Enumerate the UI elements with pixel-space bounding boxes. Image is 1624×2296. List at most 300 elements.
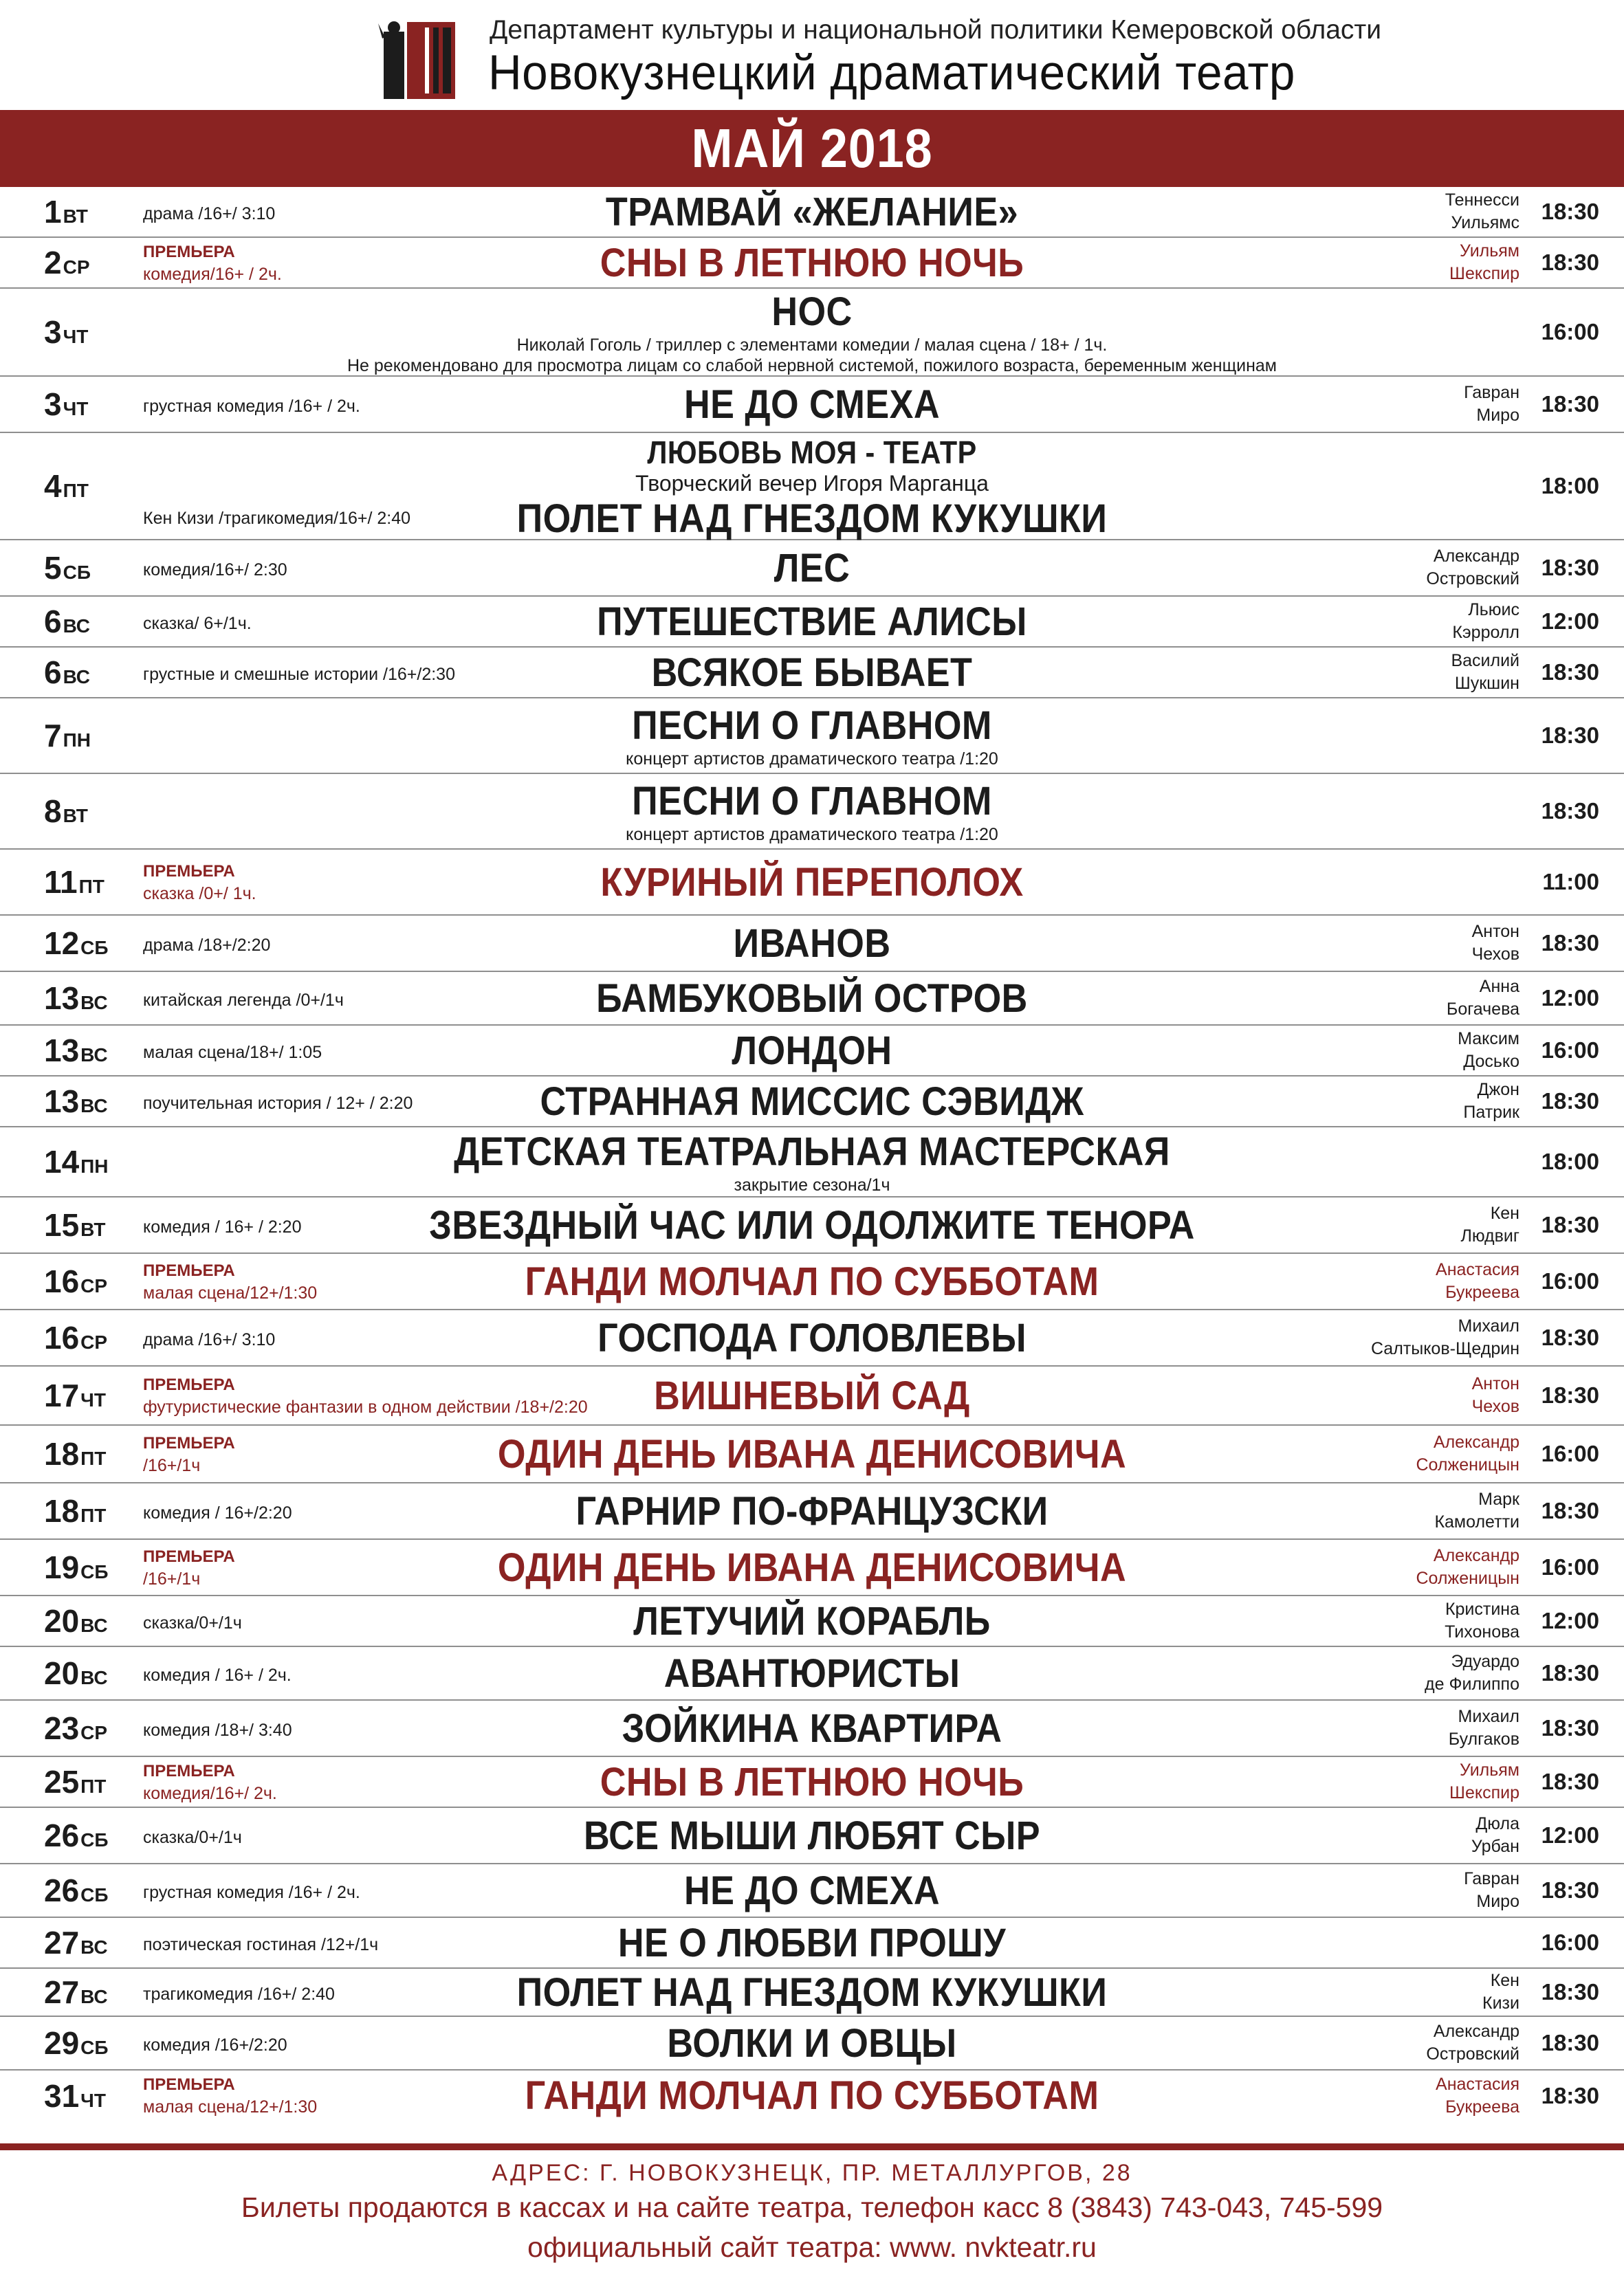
event-time: 18:30 (1541, 1212, 1599, 1237)
day-of-week: ПТ (80, 1448, 107, 1469)
event-genre: драма /18+/2:20 (143, 936, 271, 955)
event-title-block (0, 1129, 1624, 1195)
day-number: 7 (44, 718, 62, 753)
schedule-row (0, 540, 1624, 597)
schedule-row (0, 1969, 1624, 2017)
event-title: ГОСПОДА ГОЛОВЛЕВЫ (597, 1316, 1027, 1360)
author-first-name: Анастасия (1436, 1260, 1519, 1279)
day-of-week: СБ (80, 1561, 109, 1582)
author-first-name: Марк (1478, 1490, 1519, 1509)
day-of-week: ПН (80, 1156, 109, 1177)
event-title: СНЫ В ЛЕТНЮЮ НОЧЬ (600, 1760, 1024, 1804)
event-title-block (0, 1921, 1624, 1966)
day-of-week: ПТ (80, 1776, 107, 1797)
event-title: ПОЛЕТ НАД ГНЕЗДОМ КУКУШКИ (516, 1970, 1108, 2015)
event-title: ЛЕС (773, 546, 851, 590)
event-genre: поэтическая гостиная /12+/1ч (143, 1935, 379, 1954)
author-last-name: Солженицын (1416, 1455, 1519, 1475)
day-number: 2 (44, 245, 62, 280)
author-last-name: Кизи (1482, 1994, 1519, 2013)
event-title: НОС (771, 289, 853, 334)
schedule-row (0, 2071, 1624, 2121)
day-number: 26 (44, 1818, 80, 1853)
premiere-badge: ПРЕМЬЕРА (143, 2075, 235, 2094)
event-genre: сказка/0+/1ч (143, 1828, 242, 1847)
event-note: концерт артистов драматического театра /1:20 (626, 825, 998, 844)
event-title-block (0, 1970, 1624, 2016)
page-header (0, 0, 1624, 110)
author-first-name: Александр (1433, 2022, 1519, 2041)
day-of-week: СБ (80, 937, 109, 958)
event-genre: комедия / 16+ / 2:20 (143, 1217, 302, 1237)
event-time: 18:30 (1541, 250, 1599, 275)
event-title: КУРИНЫЙ ПЕРЕПОЛОХ (600, 860, 1024, 905)
event-title-block (0, 1651, 1624, 1697)
event-author (1472, 1373, 1519, 1418)
event-title-block (0, 289, 1624, 376)
event-time: 18:30 (1541, 199, 1599, 224)
event-genre: драма /16+/ 3:10 (143, 204, 276, 223)
author-last-name: Богачева (1446, 1000, 1519, 1019)
event-time: 18:30 (1541, 798, 1599, 824)
event-title: ПЕСНИ О ГЛАВНОМ (632, 703, 992, 748)
event-author (1464, 1868, 1519, 1913)
event-title-block (0, 1373, 1624, 1419)
event-title-block (0, 1079, 1624, 1125)
day-of-week: СБ (80, 1884, 109, 1906)
author-first-name: Уильям (1459, 1760, 1519, 1780)
schedule-row (0, 774, 1624, 850)
event-author (1371, 1315, 1519, 1360)
event-author (1426, 2020, 1519, 2066)
event-genre: малая сцена/12+/1:30 (143, 1283, 318, 1303)
event-title: ВОЛКИ И ОВЦЫ (667, 2021, 957, 2066)
event-title-block (0, 190, 1624, 235)
event-time: 16:00 (1541, 1441, 1599, 1466)
author-last-name: де Филиппо (1425, 1675, 1519, 1694)
event-author (1445, 1598, 1519, 1644)
event-title: ТРАМВАЙ «ЖЕЛАНИЕ» (605, 190, 1019, 234)
event-time: 18:00 (1541, 1149, 1599, 1174)
day-of-week: ПТ (63, 480, 89, 501)
event-title: ГАНДИ МОЛЧАЛ ПО СУББОТАМ (525, 2073, 1099, 2118)
event-note: Не рекомендовано для просмотра лицам со слабой нервной системой, пожилого возраста, беременным женщинам (347, 356, 1277, 375)
day-of-week: ВС (80, 1095, 108, 1116)
schedule-row (0, 1367, 1624, 1426)
premiere-badge: ПРЕМЬЕРА (143, 1434, 235, 1453)
author-first-name: Михаил (1458, 1316, 1519, 1336)
day-number: 29 (44, 2025, 80, 2061)
event-title-block (0, 2021, 1624, 2066)
event-title: ОДИН ДЕНЬ ИВАНА ДЕНИСОВИЧА (497, 1545, 1127, 1590)
event-note: Николай Гоголь / триллер с элементами комедии / малая сцена / 18+ / 1ч. (516, 335, 1108, 355)
theatre-name: Новокузнецкий драматический театр (488, 46, 1295, 100)
schedule-row (0, 433, 1624, 540)
event-title-block (0, 1813, 1624, 1859)
schedule-row (0, 1918, 1624, 1969)
author-first-name: Антон (1471, 922, 1519, 941)
event-genre: сказка/0+/1ч (143, 1613, 242, 1633)
schedule-row (0, 1483, 1624, 1540)
event-author (1471, 1813, 1519, 1858)
ticket-info: Билеты продаются в кассах и на сайте театра, телефон касс 8 (3843) 743-043, 745-599 (241, 2192, 1383, 2223)
day-number: 5 (44, 550, 62, 586)
event-time: 16:00 (1541, 319, 1599, 344)
event-author (1416, 1545, 1520, 1590)
author-last-name: Букреева (1445, 2097, 1519, 2117)
day-number: 20 (44, 1655, 80, 1691)
event-time: 18:30 (1541, 1498, 1599, 1523)
premiere-badge: ПРЕМЬЕРА (143, 1261, 235, 1280)
event-time: 18:30 (1541, 1715, 1599, 1741)
author-first-name: Василий (1451, 651, 1519, 670)
event-title: БАМБУКОВЫЙ ОСТРОВ (596, 976, 1028, 1021)
schedule-row (0, 377, 1624, 433)
event-title: СТРАННАЯ МИССИС СЭВИДЖ (540, 1079, 1084, 1124)
author-first-name: Александр (1433, 547, 1519, 566)
day-number: 17 (44, 1378, 80, 1413)
schedule-row (0, 1310, 1624, 1367)
event-author (1445, 189, 1519, 234)
schedule-row (0, 2017, 1624, 2071)
event-title-secondary: ЛЮБОВЬ МОЯ - ТЕАТР (647, 434, 977, 470)
premiere-badge: ПРЕМЬЕРА (143, 862, 235, 881)
day-of-week: СБ (80, 2037, 109, 2058)
event-time: 18:30 (1541, 1088, 1599, 1114)
day-number: 26 (44, 1873, 80, 1908)
event-title: ЛЕТУЧИЙ КОРАБЛЬ (633, 1599, 991, 1644)
author-last-name: Шукшин (1454, 674, 1519, 693)
event-time: 18:30 (1541, 1660, 1599, 1686)
event-genre: комедия/16+/ 2ч. (143, 1784, 277, 1803)
author-last-name: Кэрролл (1452, 623, 1519, 642)
day-number: 23 (44, 1710, 80, 1746)
day-of-week: ВС (80, 1044, 108, 1066)
event-title: ВСЯКОЕ БЫВАЕТ (651, 650, 973, 695)
schedule-row (0, 916, 1624, 972)
event-title: ГАРНИР ПО-ФРАНЦУЗСКИ (575, 1489, 1049, 1534)
event-title: ВИШНЕВЫЙ САД (654, 1373, 970, 1418)
author-last-name: Солженицын (1416, 1569, 1519, 1588)
day-of-week: ВС (80, 1936, 108, 1958)
event-title-block (0, 599, 1624, 645)
event-note: закрытие сезона/1ч (734, 1175, 890, 1195)
event-genre: китайская легенда /0+/1ч (143, 991, 344, 1010)
event-title: СНЫ В ЛЕТНЮЮ НОЧЬ (600, 241, 1024, 285)
event-title: АВАНТЮРИСТЫ (663, 1651, 961, 1696)
event-title-block (0, 703, 1624, 769)
event-title: ОДИН ДЕНЬ ИВАНА ДЕНИСОВИЧА (497, 1432, 1127, 1477)
event-title: ПОЛЕТ НАД ГНЕЗДОМ КУКУШКИ (516, 496, 1108, 541)
premiere-badge: ПРЕМЬЕРА (143, 1547, 235, 1566)
event-title-block (0, 1259, 1624, 1305)
event-title-block (0, 1432, 1624, 1477)
author-last-name: Миро (1476, 406, 1519, 425)
day-number: 31 (44, 2078, 80, 2114)
event-note: концерт артистов драматического театра /1:20 (626, 749, 998, 769)
day-of-week: ПТ (78, 876, 105, 897)
author-last-name: Досько (1463, 1052, 1519, 1071)
event-time: 11:00 (1542, 869, 1599, 894)
event-title-block (0, 1599, 1624, 1644)
day-of-week: ВС (80, 1615, 108, 1636)
author-first-name: Гавран (1464, 1869, 1519, 1888)
event-author (1434, 1488, 1519, 1534)
schedule-row (0, 1540, 1624, 1596)
event-author (1460, 1202, 1519, 1248)
author-first-name: Александр (1433, 1546, 1519, 1565)
event-title-block (0, 921, 1624, 967)
event-time: 12:00 (1541, 1608, 1599, 1633)
event-author (1482, 1969, 1519, 2015)
author-last-name: Островский (1426, 2044, 1519, 2064)
schedule-row (0, 1647, 1624, 1701)
event-title: НЕ О ЛЮБВИ ПРОШУ (617, 1921, 1007, 1965)
event-title-block (0, 1028, 1624, 1074)
event-time: 18:30 (1541, 930, 1599, 956)
schedule-row (0, 1254, 1624, 1310)
day-number: 13 (44, 1033, 80, 1068)
author-first-name: Эдуардо (1451, 1652, 1519, 1671)
day-of-week: ПТ (80, 1505, 107, 1526)
event-author (1451, 650, 1519, 695)
schedule-row (0, 187, 1624, 238)
schedule-row (0, 1197, 1624, 1254)
author-first-name: Антон (1471, 1374, 1519, 1393)
day-of-week: ВС (63, 666, 90, 687)
day-of-week: ЧТ (80, 2090, 106, 2111)
event-genre: малая сцена/18+/ 1:05 (143, 1043, 322, 1062)
event-genre: грустная комедия /16+ / 2ч. (143, 1883, 360, 1902)
premiere-badge: ПРЕМЬЕРА (143, 1762, 235, 1780)
day-of-week: ЧТ (63, 326, 89, 347)
event-title: ПЕСНИ О ГЛАВНОМ (632, 779, 992, 824)
event-subtitle: Творческий вечер Игоря Марганца (635, 471, 989, 496)
author-last-name: Камолетти (1434, 1512, 1519, 1532)
event-author (1463, 1079, 1519, 1124)
author-last-name: Шекспир (1449, 264, 1519, 283)
schedule-row (0, 1127, 1624, 1197)
event-title: ЛОНДОН (732, 1028, 892, 1073)
event-time: 16:00 (1541, 1037, 1599, 1063)
event-genre: сказка /0+/ 1ч. (143, 884, 256, 903)
schedule-row (0, 1808, 1624, 1864)
event-time: 12:00 (1541, 985, 1599, 1011)
day-number: 15 (44, 1207, 80, 1243)
day-number: 3 (44, 386, 62, 422)
event-genre: малая сцена/12+/1:30 (143, 2097, 318, 2117)
day-of-week: СР (80, 1722, 108, 1743)
event-time: 16:00 (1541, 1930, 1599, 1955)
event-title-block (0, 382, 1624, 428)
day-number: 13 (44, 1083, 80, 1119)
event-author (1458, 1028, 1519, 1073)
author-first-name: Кен (1490, 1971, 1519, 1990)
schedule-row (0, 850, 1624, 916)
day-number: 20 (44, 1603, 80, 1639)
day-of-week: ПН (63, 729, 91, 751)
day-of-week: ВС (63, 615, 90, 637)
day-number: 1 (44, 194, 62, 230)
event-time: 18:30 (1541, 555, 1599, 580)
event-genre: комедия / 16+ / 2ч. (143, 1666, 292, 1685)
day-of-week: СБ (80, 1829, 109, 1851)
day-number: 19 (44, 1549, 80, 1585)
author-last-name: Булгаков (1448, 1730, 1519, 1749)
event-time: 18:30 (1541, 722, 1599, 748)
schedule-row (0, 1701, 1624, 1757)
schedule-row (0, 238, 1624, 289)
author-last-name: Уильямс (1451, 213, 1519, 232)
event-author (1416, 1431, 1520, 1477)
day-of-week: ЧТ (80, 1389, 106, 1411)
author-last-name: Салтыков-Щедрин (1370, 1339, 1519, 1358)
event-title: ИВАНОВ (733, 921, 891, 966)
day-of-week: ВТ (80, 1219, 106, 1240)
event-genre: комедия / 16+/2:20 (143, 1503, 292, 1523)
event-title-block (0, 1203, 1624, 1248)
event-title: ГАНДИ МОЛЧАЛ ПО СУББОТАМ (525, 1259, 1099, 1304)
event-title-block (0, 650, 1624, 696)
event-genre: комедия /16+/2:20 (143, 2035, 287, 2055)
event-author (1447, 975, 1519, 1021)
author-first-name: Дюла (1475, 1814, 1519, 1833)
event-author (1436, 2073, 1519, 2119)
day-number: 13 (44, 980, 80, 1016)
premiere-badge: ПРЕМЬЕРА (143, 243, 235, 261)
author-last-name: Чехов (1471, 945, 1519, 964)
month-title: МАЙ 2018 (691, 118, 933, 179)
event-author (1452, 599, 1519, 644)
event-title-block (0, 1489, 1624, 1534)
event-genre: Кен Кизи /трагикомедия/16+/ 2:40 (143, 509, 411, 528)
day-of-week: СБ (63, 562, 91, 583)
event-title: ПУТЕШЕСТВИЕ АЛИСЫ (597, 599, 1027, 644)
schedule-row (0, 1864, 1624, 1918)
author-last-name: Урбан (1471, 1837, 1519, 1856)
day-number: 18 (44, 1493, 80, 1529)
author-first-name: Джон (1477, 1080, 1519, 1099)
event-title-block (0, 2073, 1624, 2119)
author-first-name: Кен (1490, 1204, 1519, 1223)
day-number: 27 (44, 1925, 80, 1961)
author-first-name: Уильям (1459, 241, 1519, 261)
schedule-row (0, 972, 1624, 1026)
department-name: Департамент культуры и национальной политики Кемеровской области (490, 15, 1382, 45)
schedule-row (0, 289, 1624, 377)
event-time: 18:30 (1541, 391, 1599, 417)
event-author (1449, 1759, 1519, 1804)
event-title-block (0, 241, 1624, 286)
author-last-name: Людвиг (1460, 1226, 1519, 1246)
event-genre: грустные и смешные истории /16+/2:30 (143, 665, 455, 684)
event-genre: сказка/ 6+/1ч. (143, 614, 252, 633)
footer-divider (0, 2143, 1624, 2150)
author-first-name: Кристина (1445, 1600, 1519, 1619)
day-number: 6 (44, 604, 62, 639)
day-number: 8 (44, 793, 62, 829)
event-title-block (0, 434, 1624, 542)
author-last-name: Букреева (1445, 1283, 1519, 1302)
event-genre: /16+/1ч (143, 1569, 201, 1589)
author-first-name: Теннесси (1445, 190, 1519, 210)
event-genre: драма /16+/ 3:10 (143, 1330, 276, 1349)
event-genre: трагикомедия /16+/ 2:40 (143, 1985, 335, 2004)
day-of-week: СР (80, 1275, 108, 1296)
event-time: 16:00 (1541, 1268, 1599, 1294)
event-time: 18:30 (1541, 1769, 1599, 1794)
author-first-name: Льюис (1468, 600, 1519, 619)
day-number: 16 (44, 1320, 80, 1356)
month-banner (0, 110, 1624, 187)
author-last-name: Чехов (1471, 1397, 1519, 1416)
event-author (1464, 382, 1519, 427)
event-title: ДЕТСКАЯ ТЕАТРАЛЬНАЯ МАСТЕРСКАЯ (454, 1129, 1170, 1174)
event-time: 18:00 (1541, 473, 1599, 498)
event-time: 18:30 (1541, 1877, 1599, 1903)
event-time: 12:00 (1541, 608, 1599, 634)
author-first-name: Михаил (1458, 1707, 1519, 1726)
schedule-row (0, 1596, 1624, 1647)
author-last-name: Тихонова (1445, 1622, 1519, 1642)
day-of-week: ВС (80, 992, 108, 1013)
event-genre: /16+/1ч (143, 1456, 201, 1475)
schedule-row (0, 1077, 1624, 1127)
event-title-block (0, 1545, 1624, 1591)
author-last-name: Островский (1426, 569, 1519, 588)
event-time: 18:30 (1541, 659, 1599, 685)
day-number: 27 (44, 1974, 80, 2010)
event-genre: комедия/16+/ 2:30 (143, 560, 287, 579)
schedule-table (0, 187, 1624, 2144)
day-of-week: СР (63, 256, 90, 278)
author-last-name: Патрик (1463, 1103, 1519, 1122)
theatre-address: АДРЕС: Г. НОВОКУЗНЕЦК, ПР. МЕТАЛЛУРГОВ, 28 (492, 2160, 1132, 2186)
theatre-logo-icon (377, 18, 459, 100)
author-first-name: Гавран (1464, 383, 1519, 402)
author-last-name: Шекспир (1449, 1783, 1519, 1802)
event-title-block (0, 1706, 1624, 1752)
event-time: 12:00 (1541, 1822, 1599, 1848)
day-number: 3 (44, 314, 62, 350)
day-of-week: ВТ (63, 805, 88, 826)
event-title-block (0, 1760, 1624, 1805)
event-time: 18:30 (1541, 1979, 1599, 2005)
author-first-name: Анна (1479, 977, 1519, 996)
event-title-block (0, 976, 1624, 1022)
event-title: ВСЕ МЫШИ ЛЮБЯТ СЫР (583, 1813, 1041, 1858)
event-genre: грустная комедия /16+ / 2ч. (143, 397, 360, 416)
author-first-name: Александр (1433, 1433, 1519, 1452)
day-number: 18 (44, 1436, 80, 1472)
schedule-row (0, 1426, 1624, 1483)
schedule-row (0, 648, 1624, 698)
event-time: 18:30 (1541, 1325, 1599, 1350)
schedule-row (0, 1026, 1624, 1077)
event-title-block (0, 1868, 1624, 1914)
event-time: 18:30 (1541, 1382, 1599, 1408)
event-author (1436, 1259, 1519, 1304)
event-title: ЗВЕЗДНЫЙ ЧАС ИЛИ ОДОЛЖИТЕ ТЕНОРА (429, 1203, 1195, 1248)
event-time: 18:30 (1541, 2030, 1599, 2055)
event-time: 16:00 (1541, 1554, 1599, 1580)
day-number: 25 (44, 1764, 80, 1800)
day-of-week: СР (80, 1332, 108, 1353)
event-title-block (0, 779, 1624, 845)
event-title: ЗОЙКИНА КВАРТИРА (622, 1706, 1002, 1751)
day-of-week: ВС (80, 1986, 108, 2007)
event-genre: футуристические фантазии в одном действии /18+/2:20 (143, 1398, 588, 1417)
